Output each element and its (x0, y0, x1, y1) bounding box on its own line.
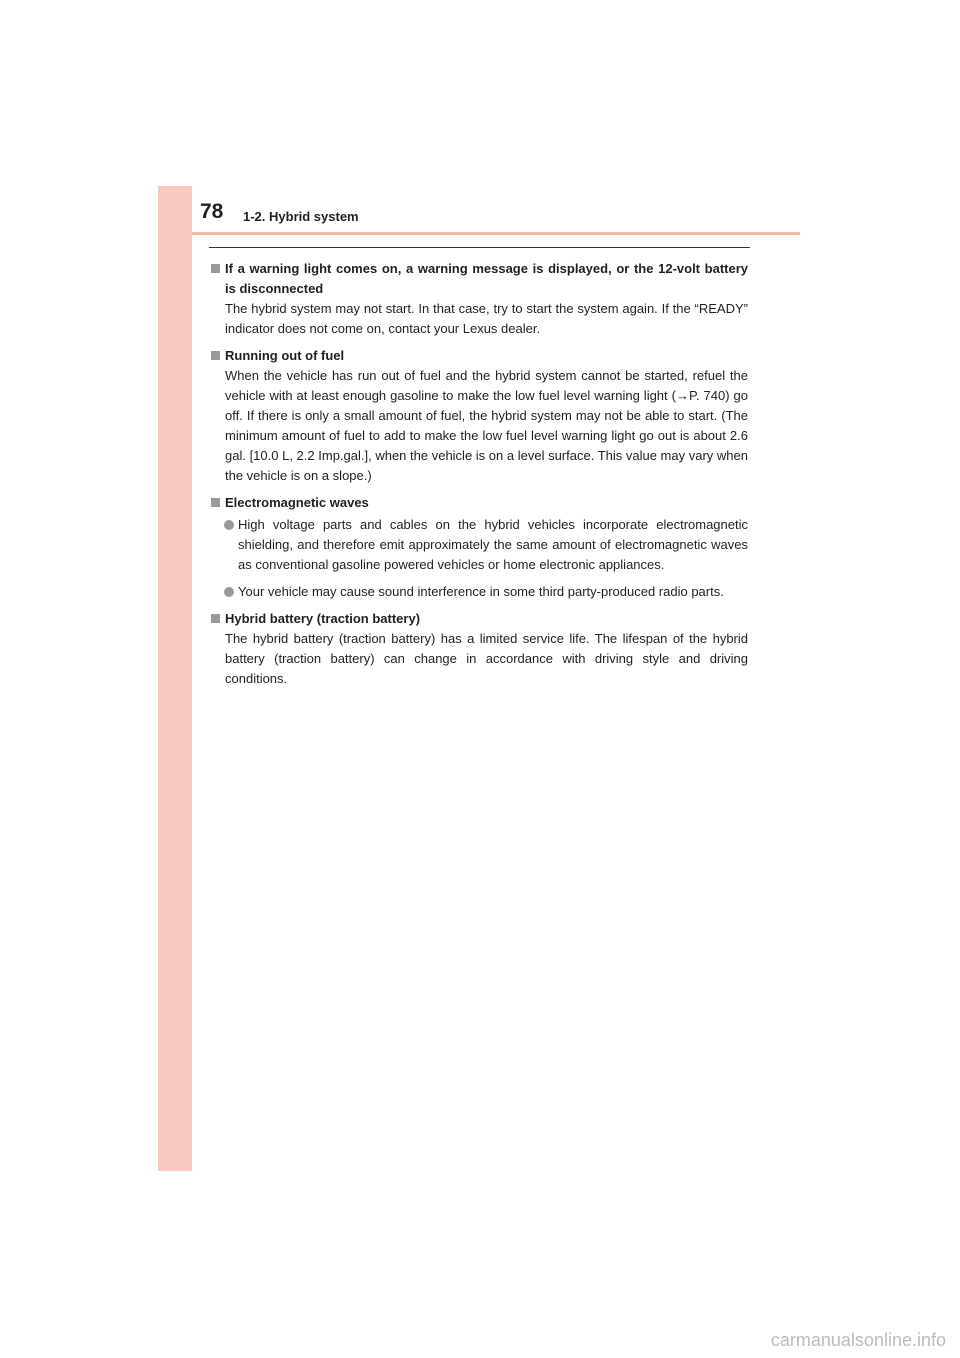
round-bullet-icon (224, 587, 234, 597)
bullet-item (211, 582, 748, 602)
bullet-text: Your vehicle may cause sound interference in some third party-produced radio parts. (238, 584, 724, 599)
section-heading (211, 346, 748, 366)
content-divider (209, 247, 750, 248)
bullet-text: High voltage parts and cables on the hybrid vehicles incorporate electromagnetic shielding, and therefore emit approximately the same amount of electromagnetic waves as conventional gasoline powered vehicles or home electronic appliances. (238, 517, 748, 572)
section-running-out-of-fuel (211, 346, 748, 486)
chapter-sidebar-tab (158, 186, 192, 1171)
round-bullet-icon (224, 520, 234, 530)
section-body: When the vehicle has run out of fuel and the hybrid system cannot be started, refuel the vehicle with at least enough gasoline to make the low fuel level warning light (→P. 740) go off. If there is only a small amount of fuel, the hybrid system may not be able to start. (The minimum amount of fuel to add to make the low fuel level warning light go out is about 2.6 gal. [10.0 L, 2.2 Imp.gal.], when the vehicle is on a level surface. This value may vary when the vehicle is on a slope.) (225, 368, 748, 483)
section-heading (211, 493, 748, 513)
section-body: The hybrid system may not start. In that case, try to start the system again. If the “READY” indicator does not come on, contact your Lexus dealer. (225, 301, 748, 336)
section-hybrid-battery (211, 609, 748, 689)
square-bullet-icon (211, 264, 220, 273)
square-bullet-icon (211, 498, 220, 507)
main-content (211, 259, 748, 696)
square-bullet-icon (211, 351, 220, 360)
heading-text: Electromagnetic waves (225, 495, 369, 510)
heading-text: Hybrid battery (traction battery) (225, 611, 421, 626)
section-electromagnetic-waves (211, 493, 748, 602)
section-body: The hybrid battery (traction battery) has a limited service life. The lifespan of the hybrid battery (traction battery) can change in accordance with driving style and driving conditions. (225, 631, 748, 686)
section-warning-light (211, 259, 748, 339)
section-title: 1-2. Hybrid system (243, 209, 359, 224)
section-heading (211, 259, 748, 299)
page-number: 78 (200, 200, 224, 223)
bullet-item (211, 515, 748, 575)
header-rule (192, 232, 800, 235)
watermark-text: carmanualsonline.info (770, 1330, 946, 1350)
heading-text: Running out of fuel (225, 348, 345, 363)
section-heading (211, 609, 748, 629)
square-bullet-icon (211, 614, 220, 623)
heading-text: If a warning light comes on, a warning message is displayed, or the 12-volt battery is disconnected (225, 261, 748, 296)
